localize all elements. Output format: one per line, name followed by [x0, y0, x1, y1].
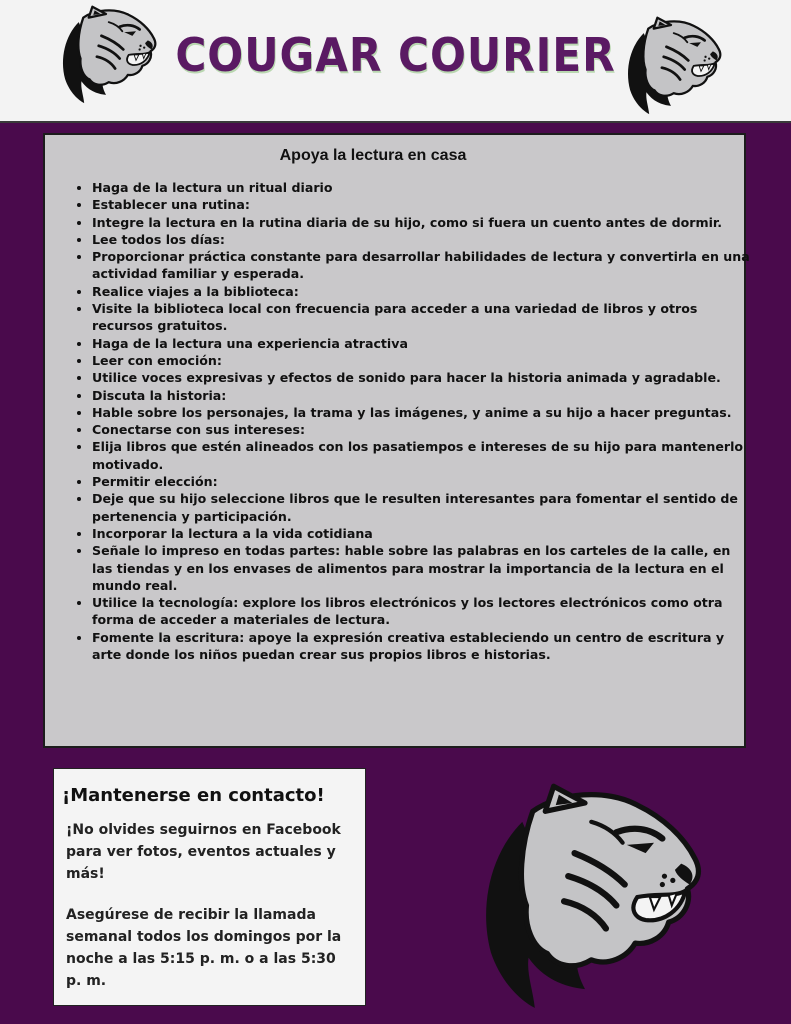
list-item: • Haga de la lectura una experiencia atractiva — [92, 335, 752, 352]
list-item: • Elija libros que estén alineados con los pasatiempos e intereses de su hijo para mantenerlo motivado. — [92, 438, 752, 473]
weekly-call-note: Asegúrese de recibir la llamada semanal todos los domingos por la noche a las 5:15 p. m. o a las 5:30 p. m. — [66, 907, 342, 989]
list-item: • Conectarse con sus intereses: — [92, 421, 752, 438]
list-item: • Permitir elección: — [92, 473, 752, 490]
list-item: • Utilice la tecnología: explore los libros electrónicos y los lectores electrónicos como otra forma de acceder a materiales de lectura. — [92, 594, 752, 629]
list-item: • Realice viajes a la biblioteca: — [92, 283, 752, 300]
list-item: • Establecer una rutina: — [92, 196, 752, 213]
list-item: • Deje que su hijo seleccione libros que le resulten interesantes para fomentar el sentido de pertenencia y participación. — [92, 490, 752, 525]
list-item: • Utilice voces expresivas y efectos de sonido para hacer la historia animada y agradable. — [92, 369, 752, 386]
list-item: • Visite la biblioteca local con frecuencia para acceder a una variedad de libros y otros recursos gratuitos. — [92, 300, 752, 335]
reading-tips-panel — [43, 133, 750, 748]
list-item: • Señale lo impreso en todas partes: hable sobre las palabras en los carteles de la calle, en las tiendas y en los envases de alimentos para mostrar la importancia de la lectura en el mundo real. — [92, 542, 752, 594]
facebook-note: ¡No olvides seguirnos en Facebook para ver fotos, eventos actuales y más! — [66, 822, 341, 882]
cougar-head-icon — [450, 780, 720, 1010]
contact-box — [53, 768, 366, 1006]
list-item: • Hable sobre los personajes, la trama y las imágenes, y anime a su hijo a hacer preguntas. — [92, 404, 752, 421]
contact-title: ¡Mantenerse en contacto! — [62, 785, 325, 806]
list-item: • Discuta la historia: — [92, 387, 752, 404]
list-item: • Fomente la escritura: apoye la expresión creativa estableciendo un centro de escritura y arte donde los niños puedan crear sus propios libros e historias. — [92, 629, 752, 664]
tips-list — [74, 179, 752, 663]
panel-title: Apoya la lectura en casa — [279, 147, 467, 164]
header-banner — [0, 0, 791, 123]
list-item: • Proporcionar práctica constante para desarrollar habilidades de lectura y convertirla en una actividad familiar y esperada. — [92, 248, 752, 283]
list-item: • Integre la lectura en la rutina diaria de su hijo, como si fuera un cuento antes de dormir. — [92, 214, 752, 231]
list-item: • Incorporar la lectura a la vida cotidiana — [92, 525, 752, 542]
cougar-head-icon — [615, 15, 727, 115]
list-item: • Haga de la lectura un ritual diario — [92, 179, 752, 196]
list-item: • Leer con emoción: — [92, 352, 752, 369]
newsletter-title: COUGAR COURIER — [175, 28, 616, 82]
list-item: • Lee todos los días: — [92, 231, 752, 248]
